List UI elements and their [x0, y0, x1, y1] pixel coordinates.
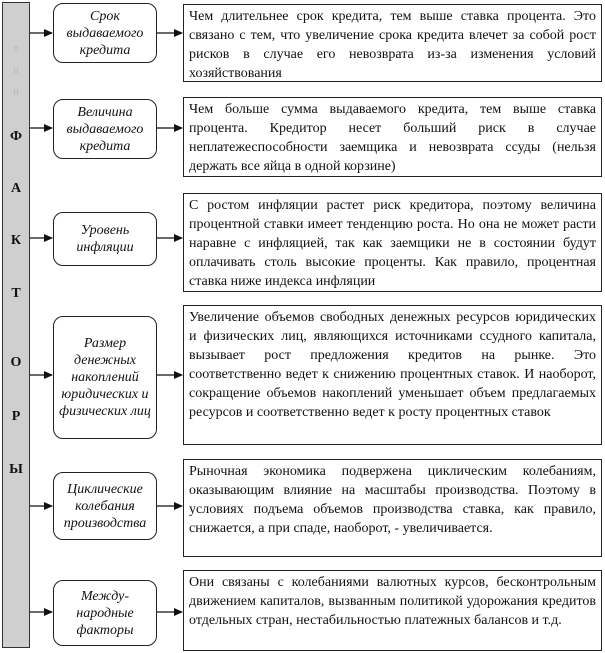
- factor-box-2: [53, 99, 157, 159]
- factor-label-3: Уровень инфляции: [76, 223, 134, 255]
- sidebar-letter-4: Т: [11, 286, 21, 301]
- factor-label-1: Срок выдаваемого кредита: [66, 8, 144, 58]
- factor-box-3: [53, 212, 157, 266]
- sidebar-letter-2: А: [10, 181, 22, 196]
- description-box-5: [183, 459, 602, 557]
- description-text-5: Рыночная экономика подвержена циклическим колебаниям, оказывающим влияние на масштабы производства. Поэтому в условиях подъема объемов производства ставка, как правило, снижается, а при спаде, наоборот, - увеличивается.: [189, 464, 596, 536]
- description-box-3: [183, 193, 602, 292]
- sidebar-letter-6: Р: [11, 409, 21, 424]
- description-box-4: [183, 305, 602, 445]
- factor-label-4: Размер денежных накоплений юридических и физических лиц: [59, 336, 151, 419]
- description-box-6: [183, 570, 602, 651]
- description-box-1: [183, 4, 602, 82]
- factor-label-2: Величина выдаваемого кредита: [66, 104, 144, 154]
- factor-box-5: [53, 472, 157, 540]
- sidebar-letter-1: Ф: [9, 129, 23, 144]
- description-text-3: С ростом инфляции растет риск кредитора, поэтому величина процентной ставки имеет тенденцию роста. Но она не может расти наравне с инфляцией, так как заемщики не в состоянии будут оплачивать столь высокие проценты. Как правило, процентная ставка ниже индекса инфляции: [189, 198, 596, 289]
- description-text-4: Увеличение объемов свободных денежных ресурсов юридических и физических лиц, являющихся источниками ссудного капитала, вызывает рост предложения кредитов на рынке. Это соответственно ведет к снижению процентных ставок. И наоборот, сокращение объемов накоплений уменьшает объем предлагаемых ресурсов и соответственно ведет к росту процентных ставок: [189, 310, 596, 420]
- sidebar-letter-3: К: [10, 233, 22, 248]
- description-text-2: Чем больше сумма выдаваемого кредита, тем выше ставка процента. Кредитор несет больший риск в случае неплатежеспособности заемщика и невозврата ссуды (нельзя держать все яйца в одной корзине): [189, 102, 596, 174]
- factor-label-6: Между-народные факторы: [76, 588, 134, 638]
- factor-box-1: [53, 3, 157, 63]
- description-box-2: [183, 97, 602, 177]
- factor-box-6: [53, 580, 157, 646]
- description-text-1: Чем длительнее срок кредита, тем выше ставка процента. Это связано с тем, что увеличение срока кредита влечет за собой рост рисков в случае его невозврата из-за изменения условий хозяйствования: [189, 9, 596, 81]
- sidebar-letter-5: О: [10, 355, 22, 370]
- factor-label-5: Циклические колебания производства: [63, 481, 147, 531]
- sidebar-letter-7: Ы: [9, 462, 23, 477]
- description-text-6: Они связаны с колебаниями валютных курсов, бесконтрольным движением капиталов, вызванным политикой удорожания кредитов отдельных стран, нестабильностью платежных балансов и т.д.: [189, 575, 596, 628]
- factors-sidebar: п п п Ф А К Т О Р Ы: [2, 2, 30, 648]
- factor-box-4: [53, 316, 157, 439]
